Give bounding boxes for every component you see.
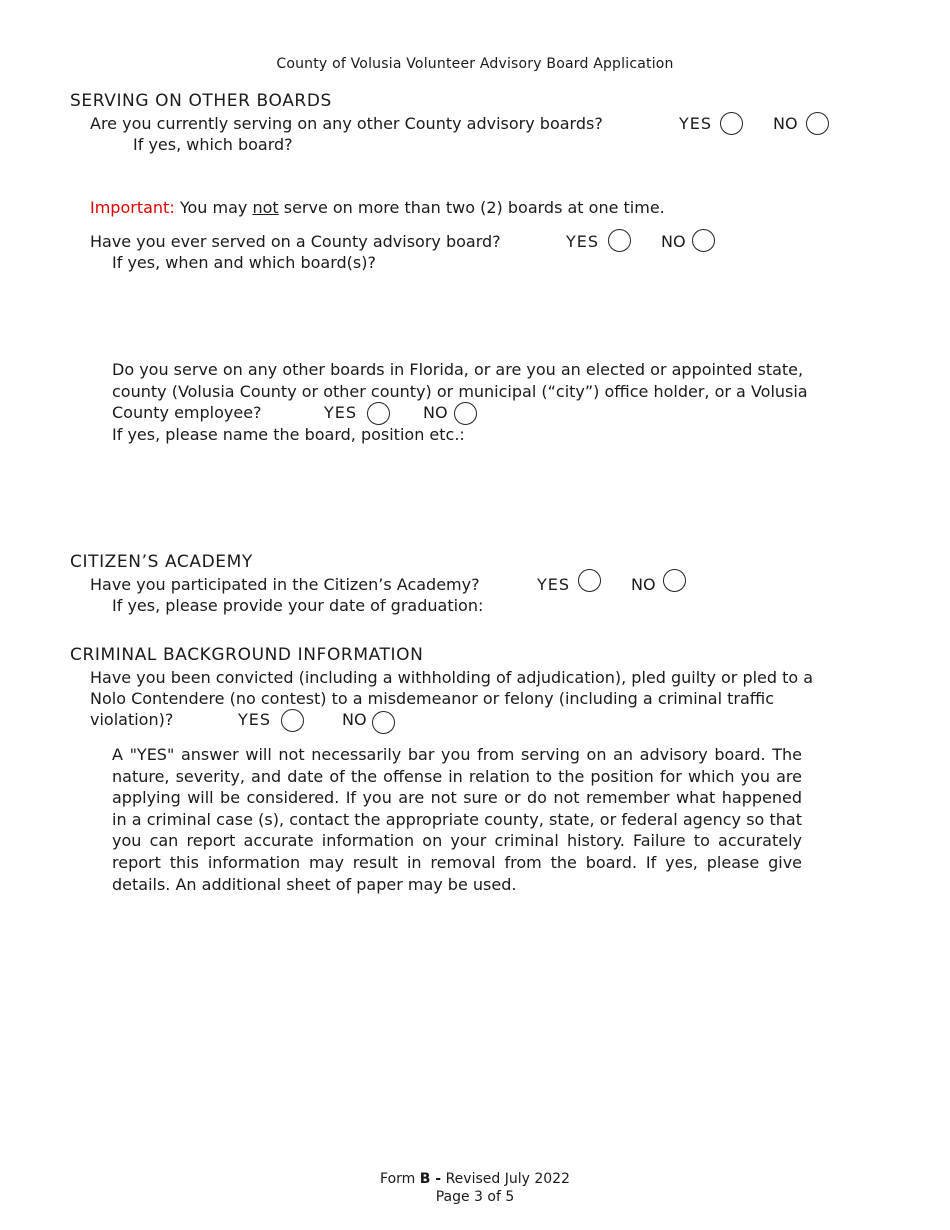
- q1-no-radio[interactable]: [806, 112, 829, 135]
- section-heading-serving: SERVING ON OTHER BOARDS: [70, 91, 332, 111]
- important-not: not: [252, 198, 279, 217]
- q3-no-radio[interactable]: [454, 402, 477, 425]
- important-note: [90, 198, 665, 217]
- q2-yes-label: YES: [566, 232, 600, 251]
- criminal-q-line-3: violation)?: [90, 710, 174, 729]
- q1-yes-label: YES: [679, 114, 713, 133]
- academy-no-label: NO: [631, 575, 656, 594]
- academy-yes-radio[interactable]: [578, 569, 601, 592]
- q2-follow-up: If yes, when and which board(s)?: [112, 253, 376, 272]
- q3-no-label: NO: [423, 403, 448, 422]
- page-header: County of Volusia Volunteer Advisory Board Application: [276, 56, 674, 72]
- q1-no-label: NO: [773, 114, 798, 133]
- footer-form-post: Revised July 2022: [445, 1171, 570, 1187]
- q3-yes-label: YES: [324, 403, 358, 422]
- footer-form-pre: Form: [380, 1171, 416, 1187]
- important-post: serve on more than two (2) boards at one time.: [283, 198, 665, 217]
- important-pre: You may: [179, 198, 248, 217]
- criminal-yes-label: YES: [238, 710, 272, 729]
- q3-line-1: Do you serve on any other boards in Florida, or are you an elected or appointed state,: [112, 360, 804, 379]
- criminal-no-radio[interactable]: [372, 711, 395, 734]
- academy-no-radio[interactable]: [663, 569, 686, 592]
- criminal-no-label: NO: [342, 710, 367, 729]
- question-ever-served: Have you ever served on a County advisory board?: [90, 232, 501, 251]
- footer-form-line: [0, 1171, 950, 1187]
- footer-page-number: Page 3 of 5: [435, 1189, 515, 1205]
- q2-yes-radio[interactable]: [608, 229, 631, 252]
- section-heading-academy: CITIZEN’S ACADEMY: [70, 552, 253, 572]
- criminal-q-line-1: Have you been convicted (including a withholding of adjudication), pled guilty or pled to a: [90, 668, 814, 687]
- question-current-boards: Are you currently serving on any other County advisory boards?: [90, 114, 603, 133]
- q3-follow-up: If yes, please name the board, position etc.:: [112, 425, 465, 444]
- criminal-q-line-2: Nolo Contendere (no contest) to a misdemeanor or felony (including a criminal traffic: [90, 689, 775, 708]
- question-academy: Have you participated in the Citizen’s Academy?: [90, 575, 480, 594]
- q2-no-label: NO: [661, 232, 686, 251]
- important-label: Important:: [90, 198, 175, 217]
- academy-follow-up: If yes, please provide your date of graduation:: [112, 596, 484, 615]
- section-heading-criminal: CRIMINAL BACKGROUND INFORMATION: [70, 645, 424, 665]
- criminal-yes-radio[interactable]: [281, 709, 304, 732]
- q1-yes-radio[interactable]: [720, 112, 743, 135]
- q2-no-radio[interactable]: [692, 229, 715, 252]
- q3-yes-radio[interactable]: [367, 402, 390, 425]
- footer-form-letter: B -: [419, 1171, 442, 1187]
- criminal-note-paragraph: A "YES" answer will not necessarily bar you from serving on an advisory board. The nature, severity, and date of the offense in relation to the position for which you are applying will be considered. If you are not sure or do not remember what happened in a criminal case (s), contact the appropriate county, state, or federal agency so that you can report accurate information on your criminal history. Failure to accurately report this information may result in removal from the board. If yes, please give details. An additional sheet of paper may be used.: [112, 745, 802, 894]
- q3-line-2: county (Volusia County or other county) or municipal (“city”) office holder, or a Volusia: [112, 382, 808, 401]
- q1-follow-up: If yes, which board?: [133, 135, 293, 154]
- academy-yes-label: YES: [537, 575, 571, 594]
- q3-line-3: County employee?: [112, 403, 262, 422]
